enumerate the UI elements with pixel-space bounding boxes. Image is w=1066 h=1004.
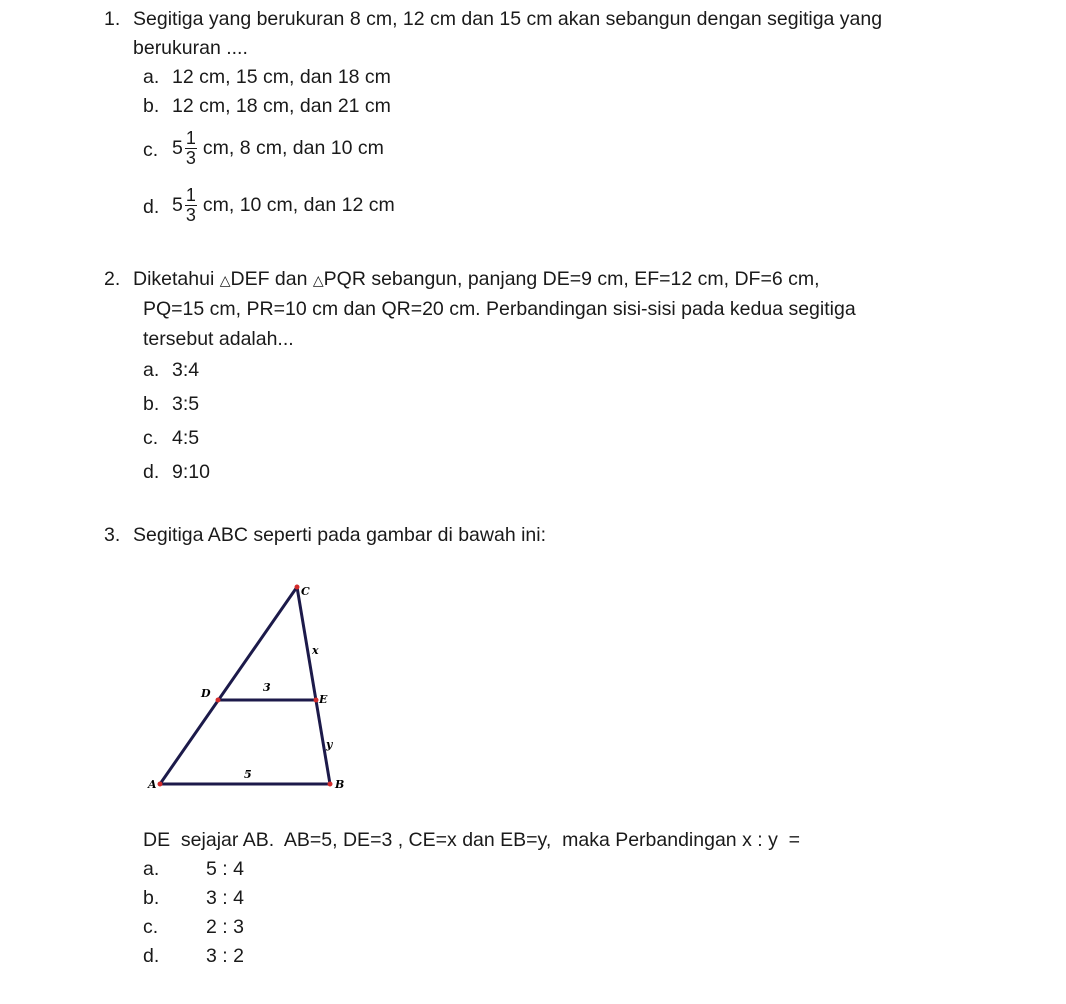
q1-option-c-whole: 5 <box>172 136 183 159</box>
q2-line1-rest: PQR sebangun, panjang DE=9 cm, EF=12 cm, DF=6 cm, <box>323 268 820 290</box>
q3-option-d-letter: d. <box>143 945 160 967</box>
q2-option-a-text: 3:4 <box>172 359 200 381</box>
point-a <box>158 782 163 787</box>
label-d: D <box>201 687 211 700</box>
q2-number: 2. <box>104 268 121 290</box>
q2-line1-def: DEF dan <box>230 268 308 290</box>
q1-option-d-denominator: 3 <box>185 204 196 225</box>
q1-option-c-numerator: 1 <box>185 127 196 148</box>
q2-option-b-text: 3:5 <box>172 393 200 415</box>
label-y: y <box>326 738 333 751</box>
q2-text-line2: PQ=15 cm, PR=10 cm dan QR=20 cm. Perbandingan sisi-sisi pada kedua segitiga <box>143 298 856 320</box>
label-5: 5 <box>244 768 252 781</box>
q3-number: 3. <box>104 524 121 546</box>
q1-option-c-fraction <box>185 129 197 168</box>
figure-lines <box>160 587 330 784</box>
label-e: E <box>319 693 328 706</box>
q2-text-line3: tersebut adalah... <box>143 328 294 350</box>
q2-option-d-text: 9:10 <box>172 461 210 483</box>
q3-option-c-text: 2 : 3 <box>206 916 244 938</box>
q1-option-c-value <box>172 124 384 172</box>
q1-option-d-fraction <box>185 186 197 225</box>
q1-option-a-text: 12 cm, 15 cm, dan 18 cm <box>172 66 391 88</box>
q1-option-b-text: 12 cm, 18 cm, dan 21 cm <box>172 95 391 117</box>
q2-option-d-letter: d. <box>143 461 160 483</box>
q1-option-c-denominator: 3 <box>185 147 196 168</box>
q1-option-c-rest: cm, 8 cm, dan 10 cm <box>202 136 384 159</box>
point-c <box>295 585 300 590</box>
point-e <box>314 698 319 703</box>
side-ac <box>160 587 297 784</box>
figure-points <box>158 585 333 787</box>
label-c: C <box>301 585 310 598</box>
side-cb <box>297 587 330 784</box>
label-a: A <box>148 778 157 791</box>
q1-option-d-letter: d. <box>143 196 160 218</box>
q3-option-a-letter: a. <box>143 858 160 880</box>
q2-text-line1 <box>133 268 820 291</box>
q1-option-b-letter: b. <box>143 95 160 117</box>
q1-option-d-rest: cm, 10 cm, dan 12 cm <box>202 193 395 216</box>
q2-option-b-letter: b. <box>143 393 160 415</box>
triangle-icon: △ <box>312 272 324 288</box>
point-d <box>216 698 221 703</box>
q3-option-a-text: 5 : 4 <box>206 858 244 880</box>
q3-text-line1: Segitiga ABC seperti pada gambar di bawah ini: <box>133 524 547 546</box>
triangle-abc-figure <box>130 570 370 810</box>
q3-statement: DE sejajar AB. AB=5, DE=3 , CE=x dan EB=y, maka Perbandingan x : y = <box>143 829 801 851</box>
q3-option-b-text: 3 : 4 <box>206 887 244 909</box>
q3-option-b-letter: b. <box>143 887 160 909</box>
q1-option-d-whole: 5 <box>172 193 183 216</box>
label-3: 3 <box>263 681 271 694</box>
q1-option-d-numerator: 1 <box>185 184 196 205</box>
triangle-icon: △ <box>219 272 231 288</box>
q2-option-a-letter: a. <box>143 359 160 381</box>
point-b <box>328 782 333 787</box>
q2-option-c-text: 4:5 <box>172 427 200 449</box>
q1-option-c-letter: c. <box>143 139 159 161</box>
q2-line1-start: Diketahui <box>133 268 215 290</box>
q3-option-d-text: 3 : 2 <box>206 945 244 967</box>
q1-number: 1. <box>104 8 121 30</box>
q1-text-line2: berukuran .... <box>133 37 248 59</box>
label-x: x <box>312 644 319 657</box>
q2-option-c-letter: c. <box>143 427 159 449</box>
q1-text-line1: Segitiga yang berukuran 8 cm, 12 cm dan 15 cm akan sebangun dengan segitiga yang <box>133 8 883 30</box>
q3-option-c-letter: c. <box>143 916 159 938</box>
label-b: B <box>335 778 345 791</box>
q1-option-d-value <box>172 181 395 229</box>
q1-option-a-letter: a. <box>143 66 160 88</box>
